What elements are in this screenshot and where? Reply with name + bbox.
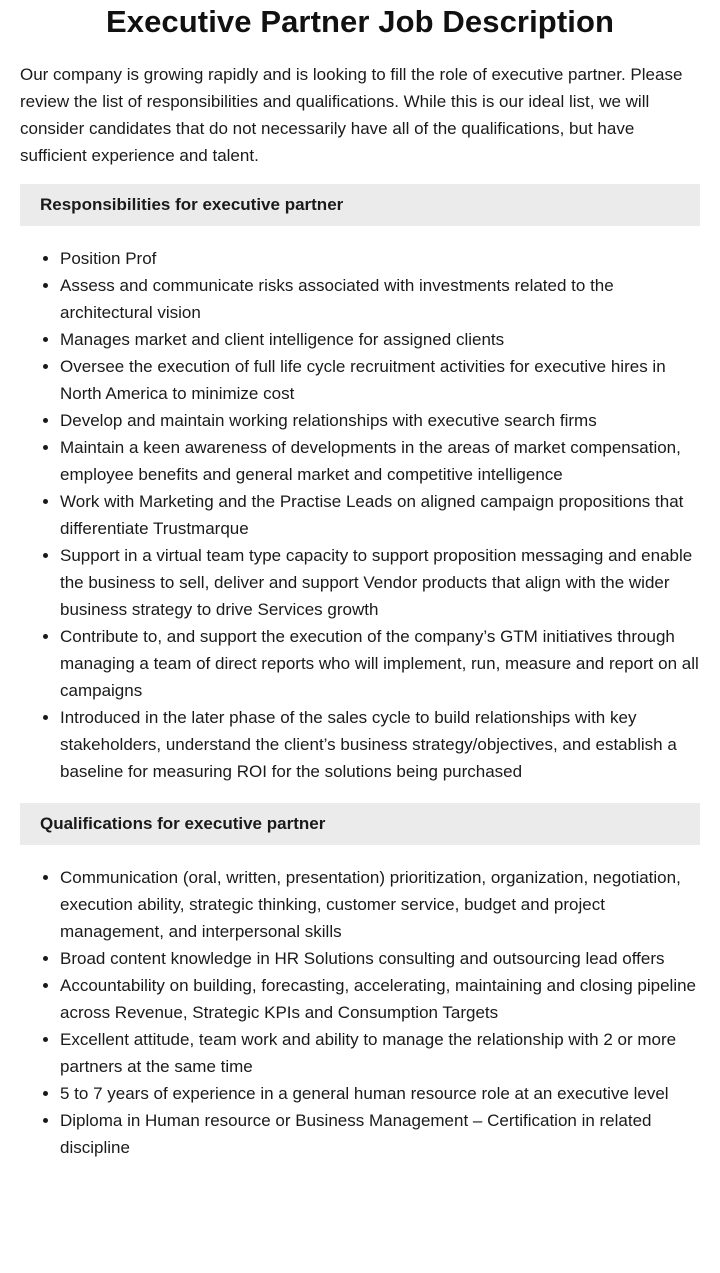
list-item: • Introduced in the later phase of the sales cycle to build relationships with key stakeholders, understand the client’s business strategy/objectives, and establish a baseline for measuring ROI for the solutions being purchased xyxy=(60,704,700,785)
list-item: • Maintain a keen awareness of developments in the areas of market compensation, employee benefits and general market and competitive intelligence xyxy=(60,434,700,488)
intro-paragraph: Our company is growing rapidly and is looking to fill the role of executive partner. Please review the list of responsibilities and qualifications. While this is our ideal list, we will consider candidates that do not necessarily have all of the qualifications, but have sufficient experience and talent. xyxy=(20,65,683,165)
qualifications-list xyxy=(20,864,700,1161)
list-item: • Excellent attitude, team work and ability to manage the relationship with 2 or more partners at the same time xyxy=(60,1026,700,1080)
list-item: • Contribute to, and support the execution of the company’s GTM initiatives through managing a team of direct reports who will implement, run, measure and report on all campaigns xyxy=(60,623,700,704)
list-item: • Accountability on building, forecasting, accelerating, maintaining and closing pipeline across Revenue, Strategic KPIs and Consumption Targets xyxy=(60,972,700,1026)
list-item: • Assess and communicate risks associated with investments related to the architectural vision xyxy=(60,272,700,326)
page-title: Executive Partner Job Description xyxy=(105,4,615,39)
list-item: • Develop and maintain working relationships with executive search firms xyxy=(60,407,700,434)
list-item: • Work with Marketing and the Practise Leads on aligned campaign propositions that differentiate Trustmarque xyxy=(60,488,700,542)
list-item: • Manages market and client intelligence for assigned clients xyxy=(60,326,700,353)
responsibilities-heading: Responsibilities for executive partner xyxy=(20,184,700,226)
list-item: • Communication (oral, written, presentation) prioritization, organization, negotiation, execution ability, strategic thinking, customer service, budget and project management, and interpersonal skills xyxy=(60,864,700,945)
list-item: • Support in a virtual team type capacity to support proposition messaging and enable the business to sell, deliver and support Vendor products that align with the wider business strategy to drive Services growth xyxy=(60,542,700,623)
list-item: • Position Prof xyxy=(60,245,700,272)
list-item: • Diploma in Human resource or Business Management – Certification in related discipline xyxy=(60,1107,700,1161)
list-item: • Broad content knowledge in HR Solutions consulting and outsourcing lead offers xyxy=(60,945,700,972)
list-item: • Oversee the execution of full life cycle recruitment activities for executive hires in North America to minimize cost xyxy=(60,353,700,407)
list-item: • 5 to 7 years of experience in a general human resource role at an executive level xyxy=(60,1080,700,1107)
responsibilities-list xyxy=(20,245,700,785)
qualifications-heading: Qualifications for executive partner xyxy=(20,803,700,845)
